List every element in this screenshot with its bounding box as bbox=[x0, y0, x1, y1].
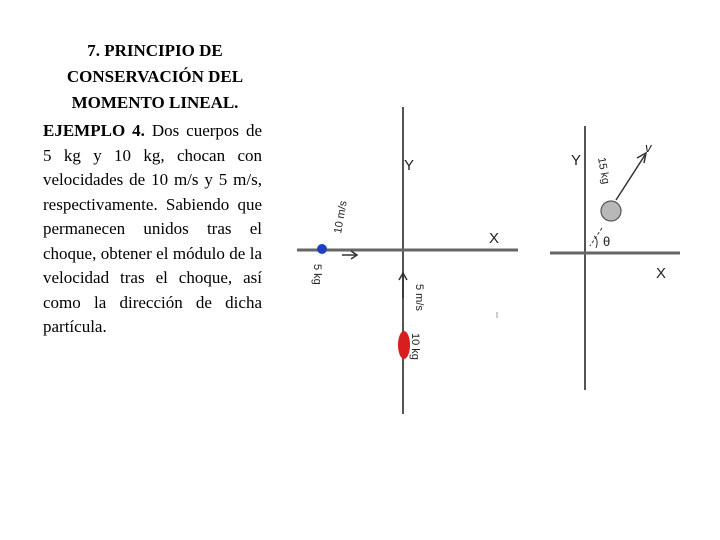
angle-marker-icon bbox=[590, 228, 602, 248]
body-10kg-velocity-label: 5 m/s bbox=[413, 284, 425, 311]
title-line-1: 7. PRINCIPIO DE bbox=[87, 41, 223, 60]
body-10kg-mass-label: 10 kg bbox=[409, 333, 421, 360]
x-axis-label-left: X bbox=[489, 230, 500, 247]
angle-label: θ bbox=[603, 234, 611, 249]
example-text: Dos cuerpos de 5 kg y 10 kg, chocan con velocidades de 10 m/s y 5 m/s, respectivamente. Sabiendo que permanecen unidos tras el choque, obtener el módulo de la velocidad tras el choque, así como la dirección de dicha partícula. bbox=[43, 121, 263, 336]
y-axis-label-right: Y bbox=[571, 152, 582, 169]
combined-body-mass-label: 15 kg bbox=[595, 156, 612, 186]
velocity-arrow-up-icon bbox=[399, 273, 407, 298]
figure-after-collision bbox=[550, 126, 680, 390]
body-5kg-velocity-label: 10 m/s bbox=[332, 199, 350, 235]
y-axis-label-left: Y bbox=[404, 157, 415, 174]
velocity-arrow-right-icon bbox=[342, 251, 357, 259]
body-10kg bbox=[398, 331, 410, 359]
velocity-vector-icon bbox=[616, 153, 646, 200]
title-line-2: CONSERVACIÓN DEL bbox=[66, 67, 244, 86]
example-lead: EJEMPLO 4. bbox=[43, 121, 145, 140]
combined-body bbox=[601, 201, 621, 221]
title-line-3: MOMENTO LINEAL. bbox=[71, 93, 239, 112]
velocity-label: v bbox=[645, 140, 652, 155]
figure-before-collision bbox=[297, 107, 518, 414]
body-5kg bbox=[317, 244, 327, 254]
x-axis-label-right: X bbox=[656, 265, 667, 282]
body-5kg-mass-label: 5 kg bbox=[311, 264, 323, 285]
